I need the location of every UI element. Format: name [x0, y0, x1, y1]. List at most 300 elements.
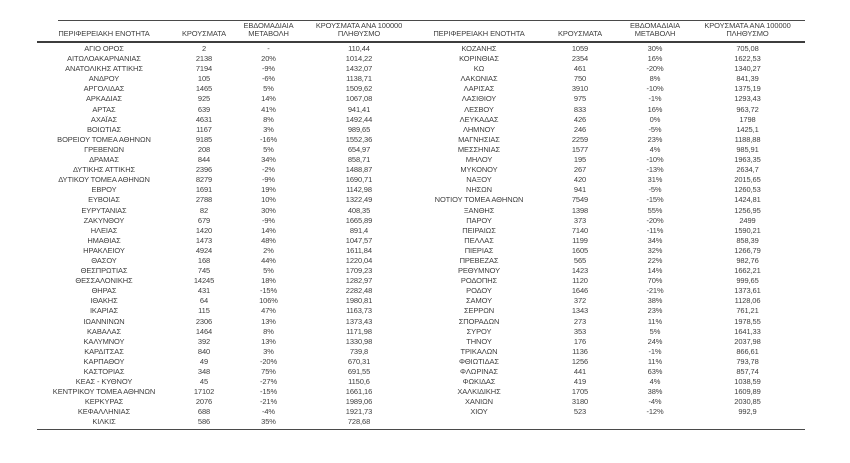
per-100k-cell: 110,44 [348, 44, 370, 53]
per-100k-cell: 992,9 [738, 407, 757, 417]
region-cell: ΚΑΡΠΑΘΟΥ [83, 356, 125, 366]
per-100k-cell: 739,8 [349, 346, 369, 356]
per-100k-cell: 858,39 [736, 235, 759, 245]
weekly-change-cell: 44% [261, 255, 276, 265]
weekly-change-cell: -16% [259, 134, 278, 144]
cases-cell: 745 [197, 266, 211, 276]
cases-cell: 2076 [195, 397, 213, 407]
per-100k-cell: 1609,89 [734, 387, 761, 397]
weekly-change-cell: 32% [647, 245, 663, 255]
per-100k-cell: 1260,53 [734, 185, 761, 195]
per-100k-cell: 2030,85 [734, 397, 761, 407]
region-cell: ΖΑΚΥΝΘΟΥ [83, 215, 125, 225]
regional-units-table [37, 20, 805, 430]
cases-cell: 1464 [195, 326, 213, 336]
per-100k-cell: 1590,21 [734, 225, 761, 235]
per-100k-cell: 2634,7 [736, 165, 759, 175]
weekly-change-cell: 11% [647, 316, 663, 326]
cases-cell: 426 [573, 114, 587, 124]
cases-cell: 14245 [193, 276, 215, 286]
weekly-change-cell: 4% [649, 377, 661, 387]
per-100k-cell: 1509,62 [345, 84, 373, 94]
cases-cell: 1167 [196, 124, 212, 134]
region-cell: ΒΟΙΩΤΙΑΣ [86, 124, 122, 134]
region-cell: ΛΗΜΝΟΥ [462, 124, 496, 134]
weekly-change-cell: 48% [261, 235, 276, 245]
region-cell: ΚΑΒΑΛΑΣ [87, 326, 121, 336]
region-cell: ΗΜΑΘΙΑΣ [87, 235, 121, 245]
region-cell: ΗΛΕΙΑΣ [90, 225, 118, 235]
per-100k-cell: 1709,23 [345, 266, 373, 276]
weekly-change-cell: 31% [647, 175, 663, 185]
weekly-change-cell: -10% [646, 84, 664, 94]
region-cell: ΧΙΟΥ [470, 407, 488, 417]
weekly-change-cell: 47% [261, 306, 276, 316]
region-cell: ΛΕΣΒΟΥ [464, 104, 494, 114]
column-header-cases: ΚΡΟΥΣΜΑΤΑ [557, 29, 603, 39]
weekly-change-cell [620, 417, 690, 427]
cases-cell: 639 [197, 104, 211, 114]
weekly-change-cell: -15% [259, 387, 278, 397]
per-100k-cell: 1038,59 [734, 377, 761, 387]
weekly-change-cell: 14% [261, 225, 276, 235]
region-cell: ΚΕΝΤΡΙΚΟΥ ΤΟΜΕΑ ΑΘΗΝΩΝ [52, 387, 156, 397]
per-100k-cell: 1163,73 [346, 306, 372, 316]
cases-cell: 2396 [195, 165, 213, 175]
cases-cell: 267 [573, 165, 587, 175]
weekly-change-cell: 20% [261, 54, 276, 64]
weekly-change-cell: -9% [261, 215, 276, 225]
cases-cell: 45 [199, 377, 209, 387]
cases-cell: 833 [573, 104, 587, 114]
region-cell: ΠΙΕΡΙΑΣ [464, 245, 494, 255]
cases-cell: 1423 [571, 266, 589, 276]
column-header-per-100k: ΚΡΟΥΣΜΑΤΑ ΑΝΑ 100000 ΠΛΗΘΥΣΜΟ [704, 20, 791, 39]
weekly-change-cell: 30% [647, 44, 663, 53]
region-cell: ΝΑΞΟΥ [466, 175, 492, 185]
per-100k-cell: 654,97 [347, 144, 371, 154]
per-100k-cell: 1989,06 [345, 397, 373, 407]
cases-cell: 8279 [195, 175, 213, 185]
region-cell: ΚΕΑΣ - ΚΥΘΝΟΥ [75, 377, 133, 387]
region-cell: ΠΕΛΛΑΣ [464, 235, 494, 245]
weekly-change-cell: 13% [261, 316, 276, 326]
per-100k-cell: 1665,89 [345, 215, 373, 225]
cases-cell: 7194 [195, 64, 213, 74]
region-cell: ΦΘΙΩΤΙΔΑΣ [459, 356, 499, 366]
weekly-change-cell: 4% [649, 144, 661, 154]
column-header-weekly-change: ΕΒΔΟΜΑΔΙΑΙΑ ΜΕΤΑΒΟΛΗ [243, 20, 294, 39]
cases-cell: 1059 [571, 44, 589, 53]
region-cell: ΠΑΡΟΥ [466, 215, 492, 225]
region-cell: ΑΙΤΩΛΟΑΚΑΡΝΑΝΙΑΣ [67, 54, 141, 64]
per-100k-cell: 1375,19 [734, 84, 761, 94]
table-header-row [37, 20, 805, 43]
weekly-change-cell: 22% [647, 255, 663, 265]
region-cell: ΛΑΡΙΣΑΣ [463, 84, 495, 94]
per-100k-cell [690, 417, 805, 427]
weekly-change-cell: -21% [259, 397, 278, 407]
per-100k-cell: 1662,21 [734, 266, 761, 276]
cases-cell: 2306 [195, 316, 213, 326]
cases-cell: 64 [199, 296, 209, 306]
cases-cell: 7140 [571, 225, 589, 235]
cases-cell: 115 [198, 306, 210, 316]
weekly-change-cell: 41% [261, 104, 276, 114]
cases-cell: 4631 [195, 114, 213, 124]
cases-cell: 2259 [571, 134, 589, 144]
column-header-region: ΠΕΡΙΦΕΡΕΙΑΚΗ ΕΝΟΤΗΤΑ [433, 29, 525, 39]
weekly-change-cell: 19% [261, 185, 276, 195]
region-cell: ΠΡΕΒΕΖΑΣ [459, 255, 499, 265]
region-cell: ΑΓΙΟ ΟΡΟΣ [84, 44, 124, 53]
region-cell: ΚΑΛΥΜΝΟΥ [83, 336, 125, 346]
weekly-change-cell: -1% [648, 346, 662, 356]
cases-cell: 7549 [571, 195, 589, 205]
region-cell: ΕΥΡΥΤΑΝΙΑΣ [81, 205, 127, 215]
weekly-change-cell: - [267, 44, 270, 53]
weekly-change-cell: 8% [263, 326, 274, 336]
weekly-change-cell: 23% [647, 134, 663, 144]
weekly-change-cell: 24% [647, 336, 663, 346]
per-100k-cell: 728,68 [347, 417, 371, 427]
weekly-change-cell: -6% [261, 74, 276, 84]
per-100k-cell: 1978,55 [734, 316, 761, 326]
per-100k-cell: 1432,07 [345, 64, 373, 74]
region-cell: ΧΑΝΙΩΝ [465, 397, 493, 407]
cases-cell: 176 [573, 336, 587, 346]
cases-cell: 246 [573, 124, 587, 134]
per-100k-cell: 2499 [739, 215, 756, 225]
per-100k-cell: 2037,98 [734, 336, 761, 346]
weekly-change-cell: -4% [648, 397, 662, 407]
per-100k-cell: 408,35 [347, 205, 371, 215]
region-cell: ΗΡΑΚΛΕΙΟΥ [83, 245, 125, 255]
weekly-change-cell: 34% [261, 155, 276, 165]
region-cell: ΚΕΦΑΛΛΗΝΙΑΣ [77, 407, 131, 417]
weekly-change-cell: 5% [649, 326, 661, 336]
per-100k-cell: 1150,6 [348, 377, 370, 387]
per-100k-cell: 691,55 [347, 367, 371, 376]
cases-cell: 688 [197, 407, 211, 417]
cases-cell: 17102 [193, 387, 215, 397]
table-body [37, 43, 805, 430]
region-cell: ΑΝΑΤΟΛΙΚΗΣ ΑΤΤΙΚΗΣ [65, 64, 143, 74]
cases-cell: 420 [573, 175, 587, 185]
region-cell: ΣΥΡΟΥ [466, 326, 492, 336]
region-cell: ΘΗΡΑΣ [91, 286, 117, 296]
cases-cell: 1705 [571, 387, 589, 397]
cases-cell: 105 [197, 74, 211, 84]
per-100k-cell: 1293,43 [734, 94, 761, 104]
region-cell: ΑΡΤΑΣ [92, 104, 116, 114]
weekly-change-cell: 38% [647, 387, 663, 397]
region-cell: ΛΑΣΙΘΙΟΥ [461, 94, 497, 104]
weekly-change-cell: 0% [649, 114, 661, 124]
cases-cell: 1199 [572, 235, 588, 245]
per-100k-cell: 1014,22 [345, 54, 373, 64]
cases-cell: 1691 [195, 185, 213, 195]
region-cell: ΘΑΣΟΥ [91, 255, 117, 265]
per-100k-cell: 841,39 [736, 74, 759, 84]
per-100k-cell: 891,4 [349, 225, 369, 235]
per-100k-cell: 858,71 [347, 155, 371, 165]
region-cell: ΙΘΑΚΗΣ [90, 296, 118, 306]
cases-cell: 2138 [195, 54, 213, 64]
region-cell: ΑΝΔΡΟΥ [88, 74, 120, 84]
weekly-change-cell: -27% [259, 377, 278, 387]
region-cell: ΚΙΛΚΙΣ [92, 417, 116, 427]
cases-cell: 431 [197, 286, 211, 296]
region-cell: ΙΚΑΡΙΑΣ [89, 306, 119, 316]
region-cell: ΠΕΙΡΑΙΩΣ [462, 225, 496, 235]
per-100k-cell: 2282,48 [345, 286, 373, 296]
cases-cell: 523 [573, 407, 587, 417]
region-cell: ΚΑΡΔΙΤΣΑΣ [84, 346, 124, 356]
region-cell: ΘΕΣΣΑΛΟΝΙΚΗΣ [75, 276, 133, 286]
weekly-change-cell: 70% [647, 276, 663, 286]
weekly-change-cell: -12% [646, 407, 664, 417]
region-cell: ΛΕΥΚΑΔΑΣ [459, 114, 499, 124]
cases-cell: 2 [201, 44, 207, 53]
weekly-change-cell: -15% [646, 195, 664, 205]
per-100k-cell: 1138,71 [346, 74, 372, 84]
cases-cell: 1343 [571, 306, 589, 316]
weekly-change-cell: -13% [646, 165, 664, 175]
cases-cell: 208 [197, 144, 211, 154]
cases-cell: 2354 [571, 54, 589, 64]
weekly-change-cell: -5% [648, 185, 662, 195]
weekly-change-cell: -11% [646, 225, 664, 235]
weekly-change-cell: 13% [261, 336, 276, 346]
per-100k-cell: 1622,53 [734, 54, 761, 64]
region-cell: ΑΧΑΪΑΣ [90, 114, 118, 124]
cases-cell: 3180 [571, 397, 589, 407]
per-100k-cell: 982,76 [736, 255, 759, 265]
per-100k-cell: 1047,57 [345, 235, 373, 245]
region-cell: ΒΟΡΕΙΟΥ ΤΟΜΕΑ ΑΘΗΝΩΝ [57, 134, 151, 144]
weekly-change-cell: 16% [647, 54, 663, 64]
per-100k-cell: 1256,95 [734, 205, 761, 215]
region-cell: ΚΕΡΚΥΡΑΣ [84, 397, 124, 407]
weekly-change-cell: 5% [263, 144, 274, 154]
cases-cell: 1605 [571, 245, 589, 255]
weekly-change-cell: 3% [263, 124, 274, 134]
column-header-region: ΠΕΡΙΦΕΡΕΙΑΚΗ ΕΝΟΤΗΤΑ [58, 29, 150, 39]
region-cell: ΝΟΤΙΟΥ ΤΟΜΕΑ ΑΘΗΝΩΝ [434, 195, 524, 205]
region-cell [418, 417, 540, 427]
cases-cell: 1577 [571, 144, 589, 154]
per-100k-cell: 1220,04 [345, 255, 373, 265]
cases-cell: 4924 [195, 245, 213, 255]
region-cell: ΤΡΙΚΑΛΩΝ [460, 346, 498, 356]
region-cell: ΜΗΛΟΥ [465, 155, 493, 165]
weekly-change-cell: -20% [646, 64, 664, 74]
weekly-change-cell: -20% [646, 215, 664, 225]
cases-cell: 372 [573, 296, 587, 306]
weekly-change-cell: -21% [646, 286, 664, 296]
weekly-change-cell: 10% [261, 195, 276, 205]
weekly-change-cell: 23% [647, 306, 663, 316]
region-cell: ΚΟΡΙΝΘΙΑΣ [459, 54, 499, 64]
weekly-change-cell: 35% [261, 417, 276, 427]
weekly-change-cell: 18% [261, 276, 276, 286]
cases-cell: 461 [573, 64, 587, 74]
region-cell: ΔΡΑΜΑΣ [89, 155, 119, 165]
cases-cell: 353 [573, 326, 587, 336]
region-cell: ΘΕΣΠΡΩΤΙΑΣ [80, 266, 128, 276]
region-cell: ΡΟΔΟΠΗΣ [460, 276, 498, 286]
cases-cell: 441 [573, 367, 587, 376]
weekly-change-cell: 55% [647, 205, 663, 215]
per-100k-cell: 2015,65 [734, 175, 761, 185]
per-100k-cell: 1492,44 [345, 114, 373, 124]
cases-cell: 348 [197, 367, 211, 376]
region-cell: ΧΑΛΚΙΔΙΚΗΣ [457, 387, 501, 397]
per-100k-cell: 1067,08 [345, 94, 373, 104]
per-100k-cell: 1425,1 [736, 124, 759, 134]
cases-cell: 1646 [571, 286, 589, 296]
weekly-change-cell: -10% [646, 155, 664, 165]
region-cell: ΕΒΡΟΥ [91, 185, 117, 195]
cases-cell: 1465 [195, 84, 213, 94]
cases-cell: 392 [197, 336, 211, 346]
cases-cell: 586 [197, 417, 211, 427]
weekly-change-cell: -15% [259, 286, 278, 296]
per-100k-cell: 1690,71 [345, 175, 373, 185]
per-100k-cell: 1980,81 [345, 296, 373, 306]
cases-cell: 1120 [572, 276, 588, 286]
table-top-rule [58, 20, 805, 21]
weekly-change-cell: 14% [647, 266, 663, 276]
region-cell: ΜΕΣΣΗΝΙΑΣ [457, 144, 501, 154]
region-cell: ΝΗΣΩΝ [466, 185, 492, 195]
per-100k-cell: 1552,36 [345, 134, 373, 144]
per-100k-cell: 857,74 [736, 367, 759, 376]
region-cell: ΚΩ [473, 64, 485, 74]
weekly-change-cell: 75% [261, 367, 276, 376]
weekly-change-cell: -2% [261, 165, 276, 175]
region-cell: ΣΕΡΡΩΝ [463, 306, 495, 316]
weekly-change-cell: 106% [259, 296, 278, 306]
per-100k-cell: 1171,98 [346, 326, 372, 336]
region-cell: ΔΥΤΙΚΗΣ ΑΤΤΙΚΗΣ [72, 165, 136, 175]
per-100k-cell: 1266,79 [734, 245, 761, 255]
per-100k-cell: 1128,06 [734, 296, 761, 306]
weekly-change-cell: -20% [259, 356, 278, 366]
per-100k-cell: 999,65 [736, 276, 759, 286]
cases-cell: 844 [197, 155, 211, 165]
per-100k-cell: 1963,35 [734, 155, 761, 165]
cases-cell: 1473 [195, 235, 213, 245]
per-100k-cell: 1340,27 [734, 64, 761, 74]
cases-cell: 373 [573, 215, 587, 225]
weekly-change-cell: 34% [647, 235, 663, 245]
weekly-change-cell: 3% [263, 346, 274, 356]
cases-cell: 565 [573, 255, 587, 265]
cases-cell: 419 [573, 377, 587, 387]
per-100k-cell: 1611,84 [346, 245, 372, 255]
cases-cell [540, 417, 620, 427]
weekly-change-cell: 16% [647, 104, 663, 114]
region-cell: ΑΡΚΑΔΙΑΣ [86, 94, 122, 104]
column-header-cases: ΚΡΟΥΣΜΑΤΑ [181, 29, 227, 39]
cases-cell: 49 [199, 356, 209, 366]
per-100k-cell: 1488,87 [345, 165, 373, 175]
cases-cell: 679 [197, 215, 211, 225]
per-100k-cell: 1641,33 [734, 326, 761, 336]
region-cell: ΞΑΝΘΗΣ [463, 205, 495, 215]
cases-cell: 975 [573, 94, 587, 104]
weekly-change-cell: 14% [261, 94, 276, 104]
region-cell: ΓΡΕΒΕΝΩΝ [84, 144, 124, 154]
cases-cell: 1136 [572, 346, 588, 356]
per-100k-cell: 866,61 [736, 346, 759, 356]
weekly-change-cell: 5% [263, 266, 274, 276]
column-header-per-100k: ΚΡΟΥΣΜΑΤΑ ΑΝΑ 100000 ΠΛΗΘΥΣΜΟ [315, 20, 403, 39]
cases-cell: 925 [197, 94, 211, 104]
cases-cell: 941 [573, 185, 587, 195]
cases-cell: 1420 [195, 225, 213, 235]
per-100k-cell: 1330,98 [345, 336, 373, 346]
region-cell: ΚΟΖΑΝΗΣ [461, 44, 497, 53]
cases-cell: 82 [199, 205, 209, 215]
region-cell: ΑΡΓΟΛΙΔΑΣ [83, 84, 125, 94]
region-cell: ΡΕΘΥΜΝΟΥ [457, 266, 501, 276]
cases-cell: 168 [197, 255, 211, 265]
weekly-change-cell: -9% [261, 64, 276, 74]
weekly-change-cell: -5% [648, 124, 662, 134]
per-100k-cell: 793,78 [736, 356, 759, 366]
region-cell: ΤΗΝΟΥ [466, 336, 492, 346]
per-100k-cell: 1373,61 [734, 286, 761, 296]
per-100k-cell: 1921,73 [345, 407, 373, 417]
per-100k-cell: 1661,16 [345, 387, 373, 397]
cases-cell: 840 [197, 346, 211, 356]
region-cell: ΣΑΜΟΥ [466, 296, 492, 306]
region-cell: ΡΟΔΟΥ [466, 286, 492, 296]
region-cell: ΣΠΟΡΑΔΩΝ [458, 316, 500, 326]
weekly-change-cell: -9% [261, 175, 276, 185]
weekly-change-cell: -1% [648, 94, 662, 104]
region-cell: ΔΥΤΙΚΟΥ ΤΟΜΕΑ ΑΘΗΝΩΝ [58, 175, 150, 185]
region-cell: ΦΛΩΡΙΝΑΣ [460, 367, 498, 376]
weekly-change-cell: 8% [649, 74, 661, 84]
region-cell: ΦΩΚΙΔΑΣ [462, 377, 496, 387]
weekly-change-cell: 5% [263, 84, 274, 94]
cases-cell: 3910 [571, 84, 589, 94]
cases-cell: 9185 [195, 134, 213, 144]
per-100k-cell: 963,72 [736, 104, 759, 114]
per-100k-cell: 941,41 [347, 104, 371, 114]
region-cell: ΙΩΑΝΝΙΝΩΝ [83, 316, 125, 326]
per-100k-cell: 1142,98 [346, 185, 372, 195]
per-100k-cell: 1282,97 [345, 276, 373, 286]
column-header-weekly-change: ΕΒΔΟΜΑΔΙΑΙΑ ΜΕΤΑΒΟΛΗ [629, 20, 681, 39]
cases-cell: 1398 [571, 205, 589, 215]
per-100k-cell: 1322,49 [345, 195, 373, 205]
weekly-change-cell: -4% [261, 407, 276, 417]
per-100k-cell: 1798 [739, 114, 756, 124]
cases-cell: 273 [573, 316, 587, 326]
per-100k-cell: 761,21 [736, 306, 759, 316]
weekly-change-cell: 30% [261, 205, 276, 215]
region-cell: ΕΥΒΟΙΑΣ [88, 195, 120, 205]
region-cell: ΜΑΓΝΗΣΙΑΣ [458, 134, 500, 144]
weekly-change-cell: 63% [647, 367, 663, 376]
region-cell: ΚΑΣΤΟΡΙΑΣ [83, 367, 125, 376]
per-100k-cell: 1188,88 [734, 134, 761, 144]
